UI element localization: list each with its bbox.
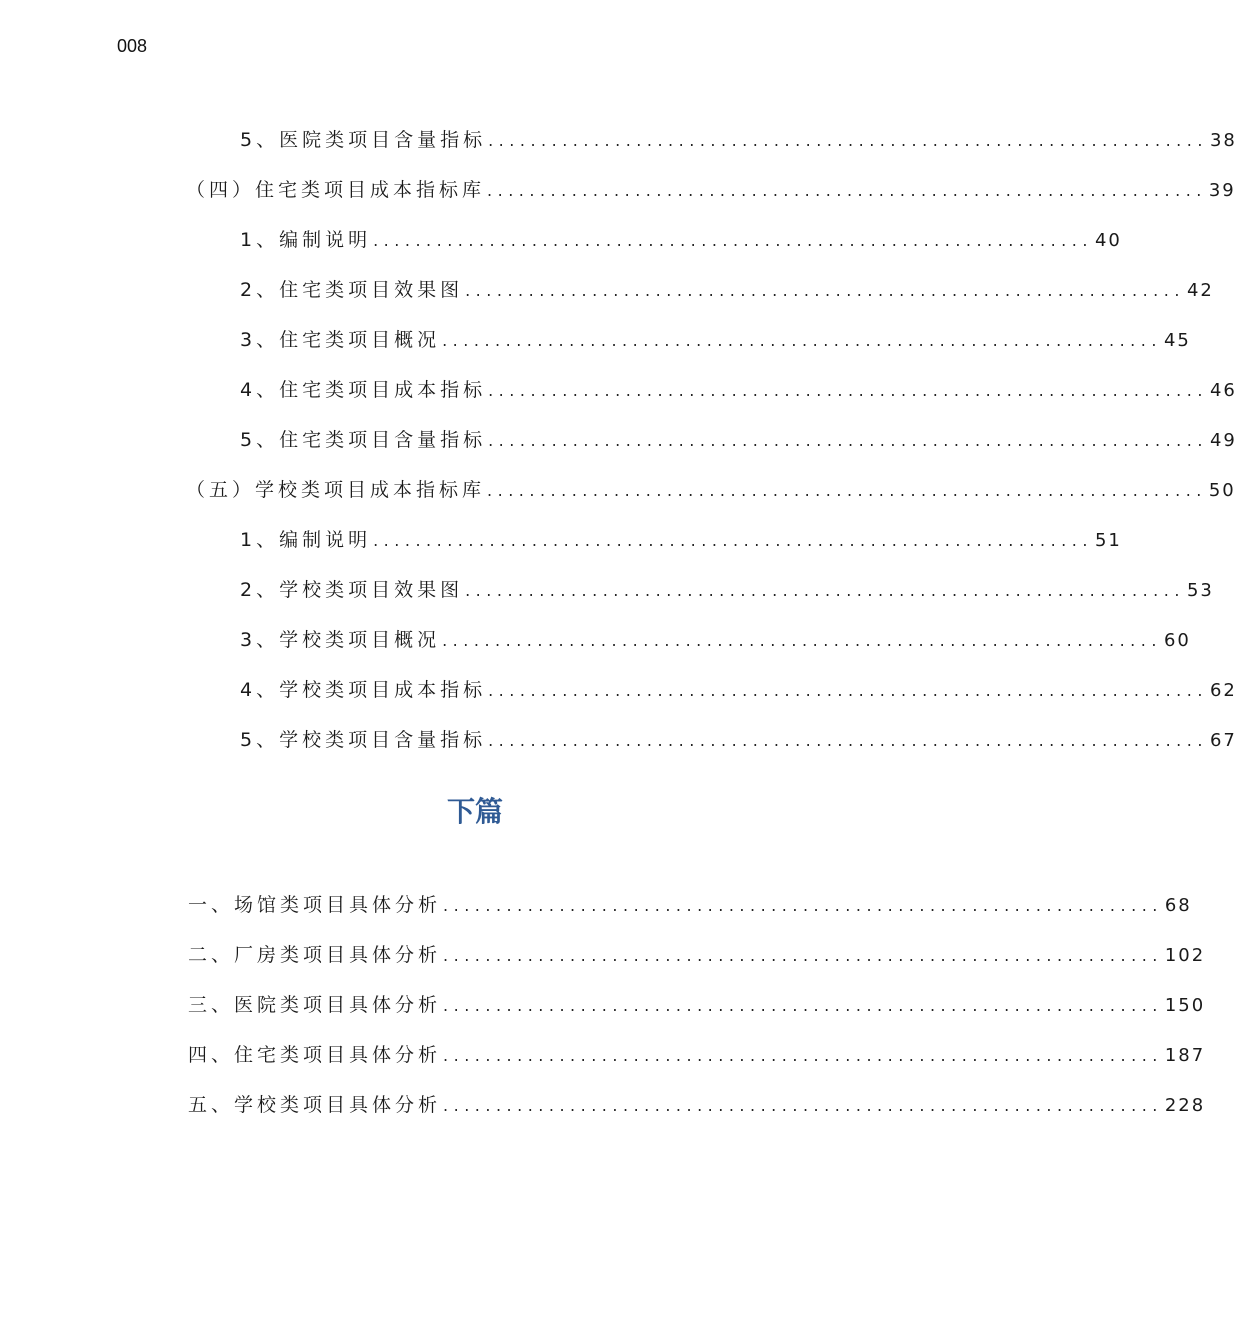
toc-entry-label: 五、学校类项目具体分析 [188,1090,443,1117]
toc-leader-dots: .................................................................... [442,331,1162,350]
toc-leader-dots: .................................................................... [488,381,1208,400]
toc-entry[interactable] [240,325,1191,355]
toc-entry[interactable] [188,990,1206,1020]
toc-entry-label: 四、住宅类项目具体分析 [188,1040,443,1067]
toc-leader-dots: .................................................................... [488,731,1208,750]
toc-entry[interactable] [240,225,1122,255]
toc-entry[interactable] [240,425,1237,455]
toc-entry[interactable] [240,275,1214,305]
toc-entry-page: 38 [1209,130,1237,151]
toc-leader-dots: .................................................................... [465,281,1185,300]
toc-entry[interactable] [240,675,1237,705]
toc-entry[interactable] [240,125,1237,155]
toc-entry[interactable] [240,725,1237,755]
toc-entry-page: 68 [1164,895,1192,916]
toc-leader-dots: .................................................................... [442,631,1162,650]
toc-entry-page: 45 [1163,330,1191,351]
toc-leader-dots: .................................................................... [487,181,1207,200]
toc-entry-label: 2、住宅类项目效果图 [240,275,465,302]
toc-entry-label: 5、医院类项目含量指标 [240,125,488,152]
toc-entry-label: 5、住宅类项目含量指标 [240,425,488,452]
toc-leader-dots: .................................................................... [487,481,1207,500]
toc-leader-dots: .................................................................... [443,946,1163,965]
toc-entry-label: 4、学校类项目成本指标 [240,675,488,702]
toc-leader-dots: .................................................................... [488,681,1208,700]
toc-entry-page: 67 [1209,730,1237,751]
toc-entry[interactable] [240,575,1214,605]
section-heading: 下篇 [446,795,503,828]
toc-entry-page: 150 [1164,995,1206,1016]
toc-entry-page: 62 [1209,680,1237,701]
toc-leader-dots: .................................................................... [443,1096,1163,1115]
toc-entry-page: 42 [1186,280,1214,301]
toc-entry[interactable] [186,475,1236,505]
toc-entry-page: 60 [1163,630,1191,651]
toc-entry[interactable] [188,890,1192,920]
toc-leader-dots: .................................................................... [373,531,1093,550]
toc-entry-page: 50 [1208,480,1236,501]
toc-entry-page: 228 [1164,1095,1206,1116]
toc-entry-label: 二、厂房类项目具体分析 [188,940,443,967]
toc-entry-label: 1、编制说明 [240,225,373,252]
toc-leader-dots: .................................................................... [443,896,1163,915]
toc-entry-page: 46 [1209,380,1237,401]
toc-entry-page: 51 [1094,530,1122,551]
toc-entry-page: 49 [1209,430,1237,451]
toc-entry-page: 102 [1164,945,1206,966]
toc-entry-label: 3、住宅类项目概况 [240,325,442,352]
toc-entry[interactable] [186,175,1236,205]
toc-entry-page: 187 [1164,1045,1206,1066]
toc-entry[interactable] [240,375,1237,405]
toc-leader-dots: .................................................................... [488,131,1208,150]
toc-entry-page: 39 [1208,180,1236,201]
toc-entry-label: 2、学校类项目效果图 [240,575,465,602]
toc-entry-label: （五）学校类项目成本指标库 [186,475,487,502]
toc-entry-page: 53 [1186,580,1214,601]
toc-entry-page: 40 [1094,230,1122,251]
toc-leader-dots: .................................................................... [488,431,1208,450]
toc-entry[interactable] [240,625,1191,655]
toc-entry[interactable] [188,940,1206,970]
toc-leader-dots: .................................................................... [443,1046,1163,1065]
page-number: 008 [117,36,148,56]
toc-leader-dots: .................................................................... [443,996,1163,1015]
toc-entry[interactable] [240,525,1122,555]
toc-entry-label: 5、学校类项目含量指标 [240,725,488,752]
toc-entry-label: （四）住宅类项目成本指标库 [186,175,487,202]
toc-entry-label: 3、学校类项目概况 [240,625,442,652]
toc-entry-label: 1、编制说明 [240,525,373,552]
toc-entry-label: 三、医院类项目具体分析 [188,990,443,1017]
toc-entry[interactable] [188,1090,1206,1120]
toc-entry[interactable] [188,1040,1206,1070]
toc-leader-dots: .................................................................... [465,581,1185,600]
toc-leader-dots: .................................................................... [373,231,1093,250]
toc-entry-label: 4、住宅类项目成本指标 [240,375,488,402]
toc-entry-label: 一、场馆类项目具体分析 [188,890,443,917]
